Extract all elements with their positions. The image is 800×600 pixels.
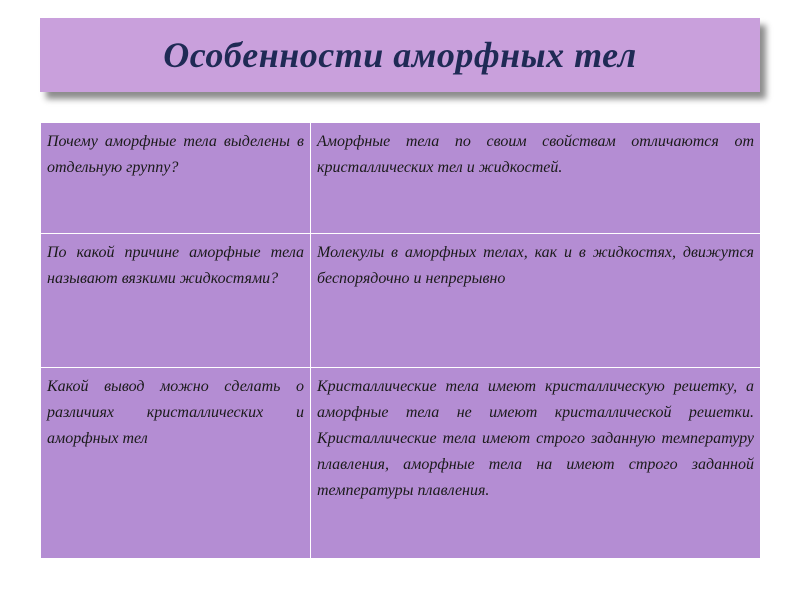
question-cell: По какой причине аморфные тела называют вязкими жидкостями? [41,234,311,368]
title-banner [40,18,760,92]
answer-cell: Кристаллические тела имеют кристаллическую решетку, а аморфные тела не имеют кристаллической решетки. Кристаллические тела имеют строго заданную температуру плавления, аморфные тела на имеют строго заданной температуры плавления. [311,368,761,559]
question-cell: Почему аморфные тела выделены в отдельную группу? [41,123,311,234]
answer-cell: Аморфные тела по своим свойствам отличаются от кристаллических тел и жидкостей. [311,123,761,234]
table-row [41,368,761,559]
slide-title: Особенности аморфных тел [163,35,637,75]
table-row [41,123,761,234]
table-row [41,234,761,368]
features-table [40,122,761,559]
question-cell: Какой вывод можно сделать о различиях кристаллических и аморфных тел [41,368,311,559]
answer-cell: Молекулы в аморфных телах, как и в жидкостях, движутся беспорядочно и непрерывно [311,234,761,368]
